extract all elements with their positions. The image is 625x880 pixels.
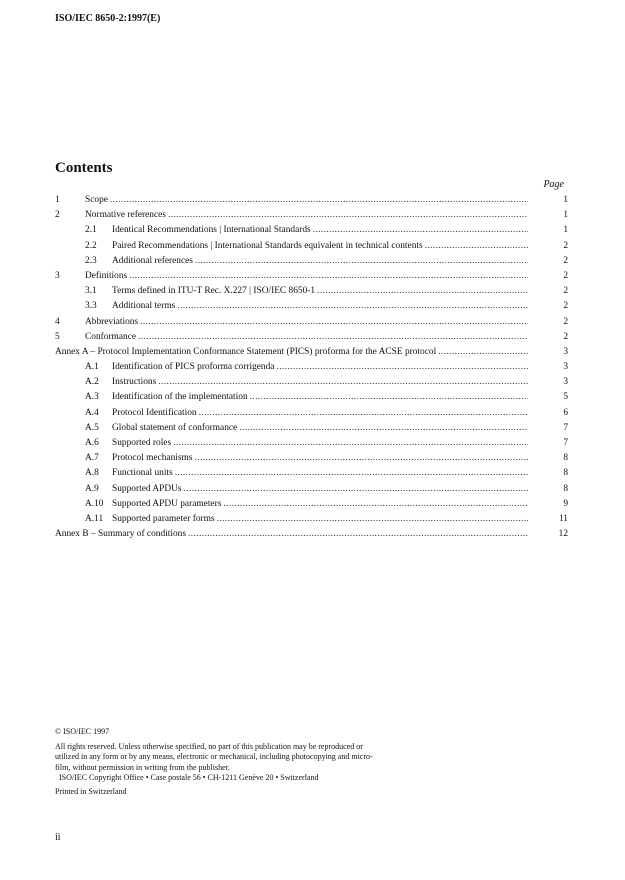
toc-entry-page: 9 [563,498,568,509]
toc-entry-page: 2 [563,286,568,297]
toc-entry-title: Definitions [85,270,128,281]
toc-entry-page: 8 [563,483,568,494]
dot-leader [194,451,528,466]
dot-leader [188,527,528,542]
toc-entry-number: 2.3 [85,255,97,266]
toc-entry[interactable] [55,497,568,512]
dot-leader [158,375,528,390]
printed-in: Printed in Switzerland [55,786,127,796]
toc-entry[interactable] [55,284,568,299]
toc-entry-title: Scope [85,195,108,205]
dot-leader [195,254,528,269]
toc-entry[interactable] [55,299,568,314]
dot-leader [239,421,528,436]
toc-entry-page: 8 [563,453,568,464]
dot-leader [223,497,528,512]
toc-entry[interactable] [55,390,568,405]
toc-entry-number: A.9 [85,483,99,494]
toc-entry[interactable] [55,315,568,330]
toc-entry-title: Supported APDUs [112,483,182,494]
toc-entry-title: Identification of the implementation [112,392,248,403]
dot-leader [140,315,528,330]
toc-entry-page: 2 [563,316,568,327]
toc-entry[interactable] [55,193,568,208]
toc-entry-page: 2 [563,301,568,312]
toc-entry-number: 3.3 [85,301,97,312]
toc-entry-page: 2 [563,240,568,251]
toc-entry-title: Additional references [112,255,193,266]
dot-leader [217,512,528,527]
toc-entry-title: Annex A – Protocol Implementation Conformance Statement (PICS) proforma for the ACSE protocol [55,346,437,357]
toc-entry-title: Annex B – Summary of conditions [55,529,186,540]
toc-entry-page: 3 [563,362,568,373]
toc-entry-title: Protocol Identification [112,407,197,418]
toc-entry-number: 2 [55,210,60,221]
toc-entry[interactable] [55,406,568,421]
toc-entry-number: 3 [55,270,60,281]
dot-leader [177,299,528,314]
dot-leader [168,208,528,223]
toc-entry-page: 3 [563,377,568,388]
toc-entry[interactable] [55,208,568,223]
toc-entry-page: 1 [563,210,568,221]
toc-entry-title: Supported roles [112,438,172,448]
toc-entry-number: A.8 [85,468,99,479]
toc-entry-title: Supported APDU parameters [112,498,222,509]
dot-leader [199,406,528,421]
toc-entry-title: Conformance [85,331,137,342]
toc-entry-number: A.10 [85,498,104,509]
toc-entry[interactable] [55,345,568,360]
toc-entry-title: Supported parameter forms [112,513,215,524]
toc-entry-title: Terms defined in ITU-T Rec. X.227 | ISO/IEC 8650-1 [112,286,316,297]
toc-entry-number: A.5 [85,422,99,433]
dot-leader [184,482,528,497]
toc-entry-number: A.1 [85,362,99,373]
toc-entry-page: 2 [563,270,568,281]
toc-entry-title: Instructions [112,377,157,388]
rights-line-3: film, without permission in writing from the publisher. [55,762,230,772]
dot-leader [129,269,528,284]
dot-leader [110,193,528,208]
toc-entry[interactable] [55,451,568,466]
toc-entry-page: 8 [563,468,568,479]
dot-leader [313,223,528,238]
toc-entry-title: Normative references [85,210,166,221]
toc-entry-page: 2 [563,331,568,342]
copyright-notice [55,727,415,797]
toc-entry-page: 1 [563,195,568,205]
dot-leader [438,345,528,360]
toc-entry[interactable] [55,223,568,238]
toc-entry[interactable] [55,512,568,527]
toc-entry[interactable] [55,269,568,284]
copyright-office-address: ISO/IEC Copyright Office • Case postale 56 • CH-1211 Genève 20 • Switzerland [59,773,319,782]
dot-leader [173,436,528,451]
dot-leader [138,330,528,345]
rights-line-2: utilized in any form or by any means, electronic or mechanical, including photocopying and micro- [55,752,373,761]
toc-entry-page: 12 [558,529,568,540]
toc-entry-number: A.2 [85,377,99,388]
toc-entry-number: 2.2 [85,240,97,251]
toc-entry-number: 5 [55,331,60,342]
toc-entry[interactable] [55,482,568,497]
toc-entry[interactable] [55,254,568,269]
toc-entry-title: Global statement of conformance [112,422,238,433]
toc-entry-number: A.7 [85,453,99,464]
dot-leader [250,390,528,405]
copyright-line: © ISO/IEC 1997 [55,727,110,736]
toc-entry-title: Functional units [112,468,173,479]
toc-entry-title: Protocol mechanisms [112,453,193,464]
dot-leader [317,284,528,299]
toc-entry[interactable] [55,466,568,481]
toc-entry-number: 1 [55,195,60,205]
toc-entry-number: A.4 [85,407,99,418]
rights-line-1: All rights reserved. Unless otherwise specified, no part of this publication may be reproduced or [55,741,363,751]
toc-entry-page: 1 [563,225,568,236]
toc-entry-title: Paired Recommendations | International Standards equivalent in technical contents [112,240,423,251]
toc-entry-page: 5 [563,392,568,403]
toc-entry[interactable] [55,360,568,375]
toc-entry-title: Identical Recommendations | International Standards [112,225,311,236]
toc-entry-title: Identification of PICS proforma corrigenda [112,362,275,373]
page-number: ii [55,832,61,843]
toc-entry[interactable] [55,330,568,345]
toc-entry-page: 3 [563,346,568,357]
toc-entry-number: 4 [55,316,60,327]
toc-entry-number: A.11 [85,513,104,524]
dot-leader [276,360,528,375]
toc-entry-number: 3.1 [85,286,97,297]
toc-entry-title: Additional terms [112,301,176,312]
toc-entry-title: Abbreviations [85,316,139,327]
toc-entry[interactable] [55,421,568,436]
page-column-label: Page [543,179,564,190]
toc-entry[interactable] [55,239,568,254]
toc-entry-number: A.6 [85,438,99,448]
toc-entry[interactable] [55,436,568,451]
table-of-contents [55,193,568,542]
toc-entry-number: 2.1 [85,225,97,236]
toc-entry-page: 6 [563,407,568,418]
toc-entry-page: 11 [558,513,568,524]
toc-entry[interactable] [55,527,568,542]
dot-leader [175,466,528,481]
toc-entry-page: 2 [563,255,568,266]
toc-entry-page: 7 [563,438,568,448]
toc-entry-number: A.3 [85,392,99,403]
document-header: ISO/IEC 8650-2:1997(E) [55,13,161,24]
dot-leader [425,239,528,254]
page-title: Contents [55,160,113,176]
toc-entry-page: 7 [563,422,568,433]
toc-entry[interactable] [55,375,568,390]
